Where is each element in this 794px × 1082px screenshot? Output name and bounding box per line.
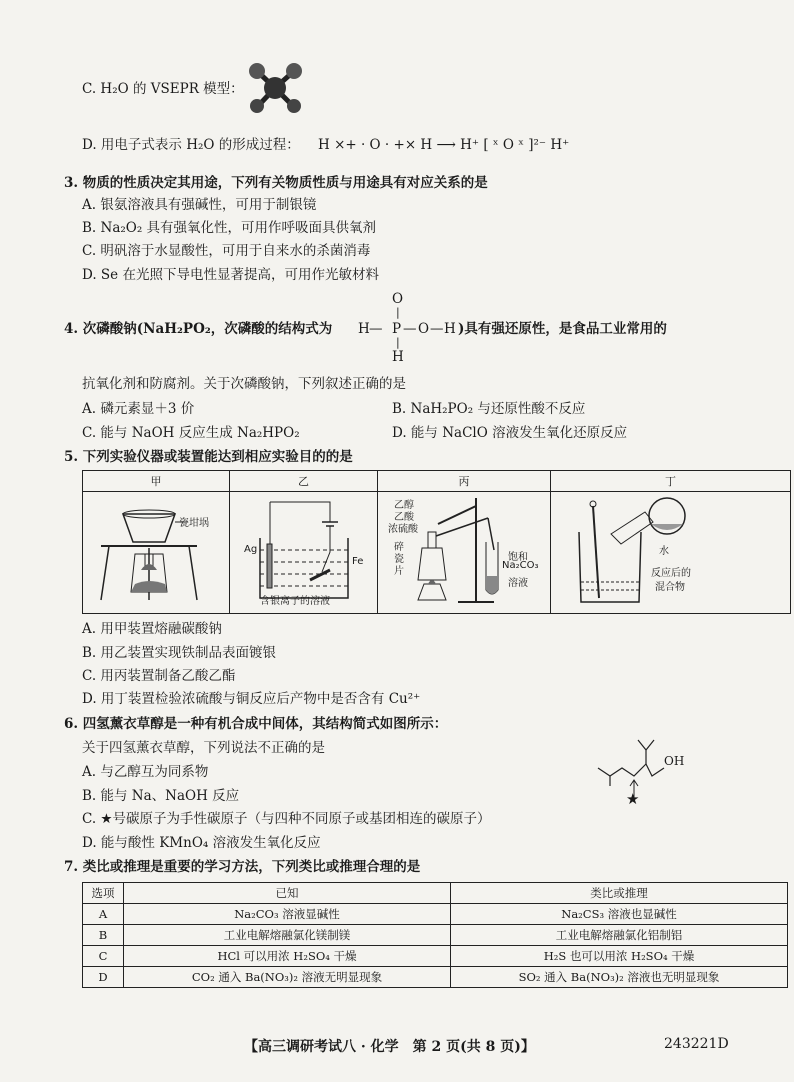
label-ci: 瓷	[394, 554, 404, 565]
q4-option-b: B. NaH₂PO₂ 与还原性酸不反应	[392, 401, 586, 417]
q6-option-b: B. 能与 Na、NaOH 反应	[82, 788, 240, 804]
label-silver-solution: 含银离子的溶液	[260, 596, 330, 607]
q6-option-c: C. ★号碳原子为手性碳原子（与四种不同原子或基团相连的碳原子）	[82, 811, 491, 827]
apparatus-header-ding: 丁	[551, 471, 791, 492]
q5-stem: 5. 下列实验仪器或装置能达到相应实验目的的是	[64, 449, 353, 465]
row-a-option: A	[83, 904, 124, 925]
chiral-star-icon: ★	[626, 790, 640, 808]
row-a-analogy: Na₂CS₃ 溶液也显碱性	[451, 904, 788, 925]
q6-stem-line2: 关于四氢薰衣草醇，下列说法不正确的是	[82, 740, 325, 756]
q4-option-d: D. 能与 NaClO 溶液发生氧化还原反应	[392, 425, 628, 441]
q4-stem-line2: 抗氧化剂和防腐剂。关于次磷酸钠，下列叙述正确的是	[82, 376, 406, 392]
q7-stem: 7. 类比或推理是重要的学习方法，下列类比或推理合理的是	[64, 859, 421, 875]
struct-left-h: H	[358, 321, 370, 337]
tetrahydrolavandulol-structure	[590, 728, 700, 808]
label-conc-sulfuric: 浓硫酸	[388, 524, 418, 535]
label-fe: Fe	[352, 556, 364, 567]
apparatus-header-bing: 丙	[378, 471, 551, 492]
table-row	[83, 904, 788, 925]
struct-top-o: O	[392, 291, 404, 307]
q2-option-d-expression: H ×+ · O · +× H ⟶ H⁺ [ ˣ O ˣ ]²⁻ H⁺	[318, 137, 570, 153]
row-d-option: D	[83, 967, 124, 988]
apparatus-header-yi: 乙	[230, 471, 378, 492]
label-solution: 溶液	[508, 578, 528, 589]
struct-o: O	[418, 321, 430, 337]
apparatus-table	[82, 470, 791, 614]
q3-stem: 3. 物质的性质决定其用途，下列有关物质性质与用途具有对应关系的是	[64, 175, 488, 191]
q3-option-d: D. Se 在光照下导电性显著提高，可用作光敏材料	[82, 267, 379, 283]
q6-option-d: D. 能与酸性 KMnO₄ 溶液发生氧化反应	[82, 835, 321, 851]
q6-option-a: A. 与乙醇互为同系物	[82, 764, 209, 780]
row-b-analogy: 工业电解熔融氯化铝制铝	[451, 925, 788, 946]
apparatus-header-jia: 甲	[83, 471, 230, 492]
header-known: 已知	[124, 883, 451, 904]
row-b-option: B	[83, 925, 124, 946]
row-b-known: 工业电解熔融氯化镁制镁	[124, 925, 451, 946]
q5-option-d: D. 用丁装置检验浓硫酸与铜反应后产物中是否含有 Cu²⁺	[82, 691, 421, 707]
struct-bottom-h: H	[392, 349, 404, 365]
q3-option-c: C. 明矾溶于水显酸性，可用于自来水的杀菌消毒	[82, 243, 371, 259]
table-row	[83, 967, 788, 988]
label-reacted: 反应后的	[651, 568, 691, 579]
header-analogy: 类比或推理	[451, 883, 788, 904]
row-a-known: Na₂CO₃ 溶液显碱性	[124, 904, 451, 925]
q2-option-d-label: D. 用电子式表示 H₂O 的形成过程：	[82, 137, 300, 153]
vsepr-model-image	[246, 62, 304, 114]
label-oh: OH	[664, 754, 685, 768]
label-porcelain-crucible: 瓷坩埚	[179, 518, 209, 529]
page-footer-title: 【高三调研考试八 · 化学 第 2 页(共 8 页)】	[244, 1039, 535, 1055]
label-ethanol: 乙醇	[394, 500, 414, 511]
q6-stem: 6. 四氢薰衣草醇是一种有机合成中间体，其结构简式如图所示：	[64, 716, 448, 732]
q4-option-a: A. 磷元素显＋3 价	[82, 401, 195, 417]
label-mixture: 混合物	[655, 582, 685, 593]
q4-stem: 4. 次磷酸钠(NaH₂PO₂，次磷酸的结构式为	[64, 321, 333, 337]
q5-option-b: B. 用乙装置实现铁制品表面镀银	[82, 645, 277, 661]
struct-bond-vertical-bottom: |	[396, 336, 400, 349]
hypophosphorous-structure	[358, 290, 458, 370]
row-c-option: C	[83, 946, 124, 967]
q3-option-b: B. Na₂O₂ 具有强氧化性，可用作呼吸面具供氧剂	[82, 220, 377, 236]
label-pian: 片	[394, 566, 404, 577]
table-row	[83, 946, 788, 967]
label-sui: 碎	[394, 542, 404, 553]
apparatus-ding	[551, 492, 791, 614]
apparatus-yi	[230, 492, 378, 614]
q4-option-c: C. 能与 NaOH 反应生成 Na₂HPO₂	[82, 425, 300, 441]
struct-dash-3: —	[430, 321, 444, 337]
table-row	[83, 925, 788, 946]
struct-dash-1: —	[369, 321, 383, 337]
struct-p: P	[392, 321, 402, 337]
q4-stem-continued: )具有强还原性，是食品工业常用的	[458, 321, 667, 337]
q2-option-c: C. H₂O 的 VSEPR 模型：	[82, 81, 244, 97]
label-saturated: 饱和	[508, 552, 528, 563]
row-d-analogy: SO₂ 通入 Ba(NO₃)₂ 溶液也无明显现象	[451, 967, 788, 988]
q5-option-a: A. 用甲装置熔融碳酸钠	[82, 621, 222, 637]
header-option: 选项	[83, 883, 124, 904]
struct-dash-2: —	[403, 321, 417, 337]
apparatus-bing	[378, 492, 551, 614]
page-footer-code: 243221D	[664, 1036, 729, 1052]
crucible-heating-diagram	[83, 492, 229, 610]
row-c-analogy: H₂S 也可以用浓 H₂SO₄ 干燥	[451, 946, 788, 967]
struct-bond-vertical-top: |	[396, 306, 400, 319]
row-d-known: CO₂ 通入 Ba(NO₃)₂ 溶液无明显现象	[124, 967, 451, 988]
row-c-known: HCl 可以用浓 H₂SO₄ 干燥	[124, 946, 451, 967]
struct-end-h: H	[444, 321, 456, 337]
label-na2co3: Na₂CO₃	[502, 560, 539, 571]
comparison-table	[82, 882, 788, 988]
apparatus-jia	[83, 492, 230, 614]
label-acetic-acid: 乙酸	[394, 512, 414, 523]
q5-option-c: C. 用丙装置制备乙酸乙酯	[82, 668, 236, 684]
label-ag: Ag	[244, 544, 258, 555]
q3-option-a: A. 银氨溶液具有强碱性，可用于制银镜	[82, 197, 317, 213]
label-water: 水	[659, 546, 669, 557]
comparison-header-row	[83, 883, 788, 904]
